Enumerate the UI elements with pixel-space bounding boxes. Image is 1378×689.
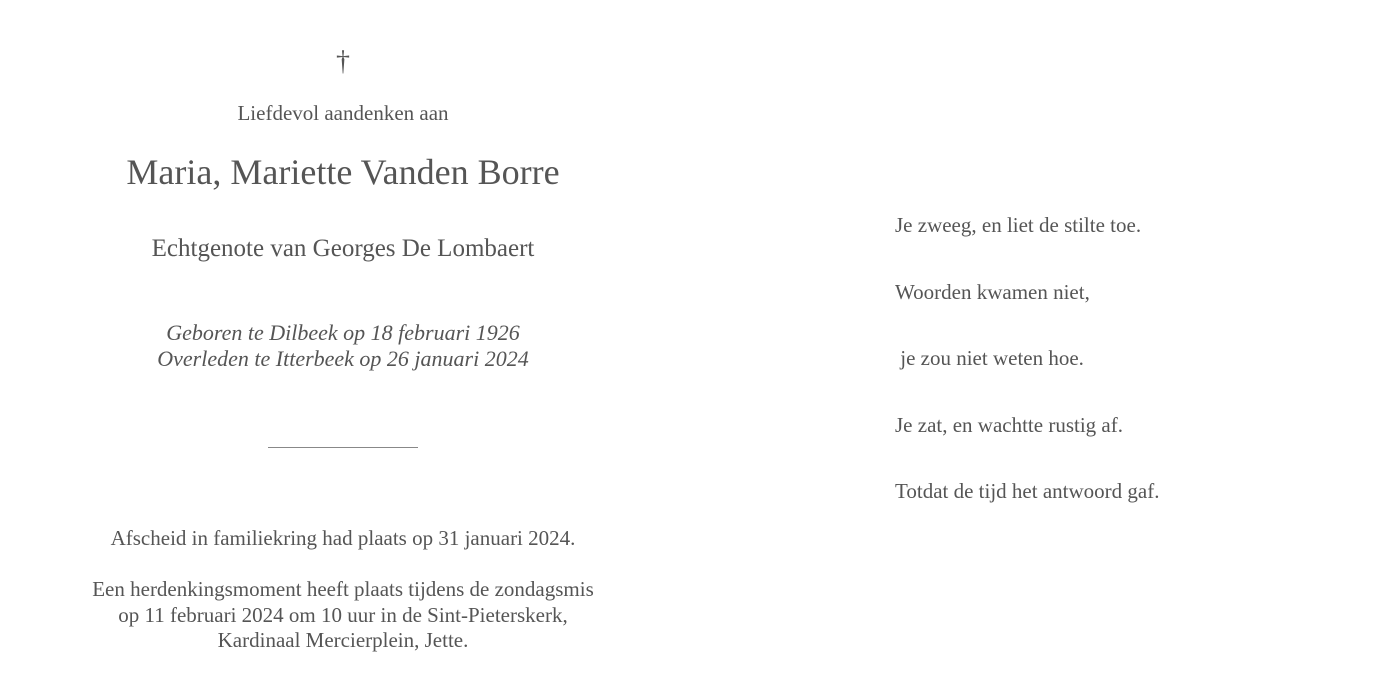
birth-date-line: Geboren te Dilbeek op 18 februari 1926 — [166, 320, 520, 345]
life-dates — [0, 320, 686, 372]
memorial-line: Een herdenkingsmoment heeft plaats tijdens de zondagsmis — [92, 577, 594, 601]
memorial-card-left — [0, 0, 686, 689]
divider-line — [268, 447, 418, 448]
poem-line: Woorden kwamen niet, — [895, 279, 1090, 304]
poem-line: Je zat, en wachtte rustig af. — [895, 412, 1123, 437]
poem — [895, 212, 1335, 545]
memorial-line: Kardinaal Mercierplein, Jette. — [217, 628, 469, 652]
cross-icon: † — [336, 46, 350, 77]
death-date-line: Overleden te Itterbeek op 26 januari 2024 — [157, 346, 529, 371]
spouse-text: Echtgenote van Georges De Lombaert — [151, 235, 535, 262]
poem-line: Totdat de tijd het antwoord gaf. — [895, 479, 1160, 503]
memorial-service-text — [0, 577, 686, 654]
farewell-text: Afscheid in familiekring had plaats op 31 januari 2024. — [110, 526, 576, 550]
poem-line: je zou niet weten hoe. — [895, 346, 1084, 370]
intro-text: Liefdevol aandenken aan — [237, 101, 449, 125]
deceased-name: Maria, Mariette Vanden Borre — [126, 152, 560, 192]
memorial-line: op 11 februari 2024 om 10 uur in de Sint-Pieterskerk, — [118, 602, 568, 627]
poem-line: Je zweeg, en liet de stilte toe. — [895, 213, 1142, 237]
